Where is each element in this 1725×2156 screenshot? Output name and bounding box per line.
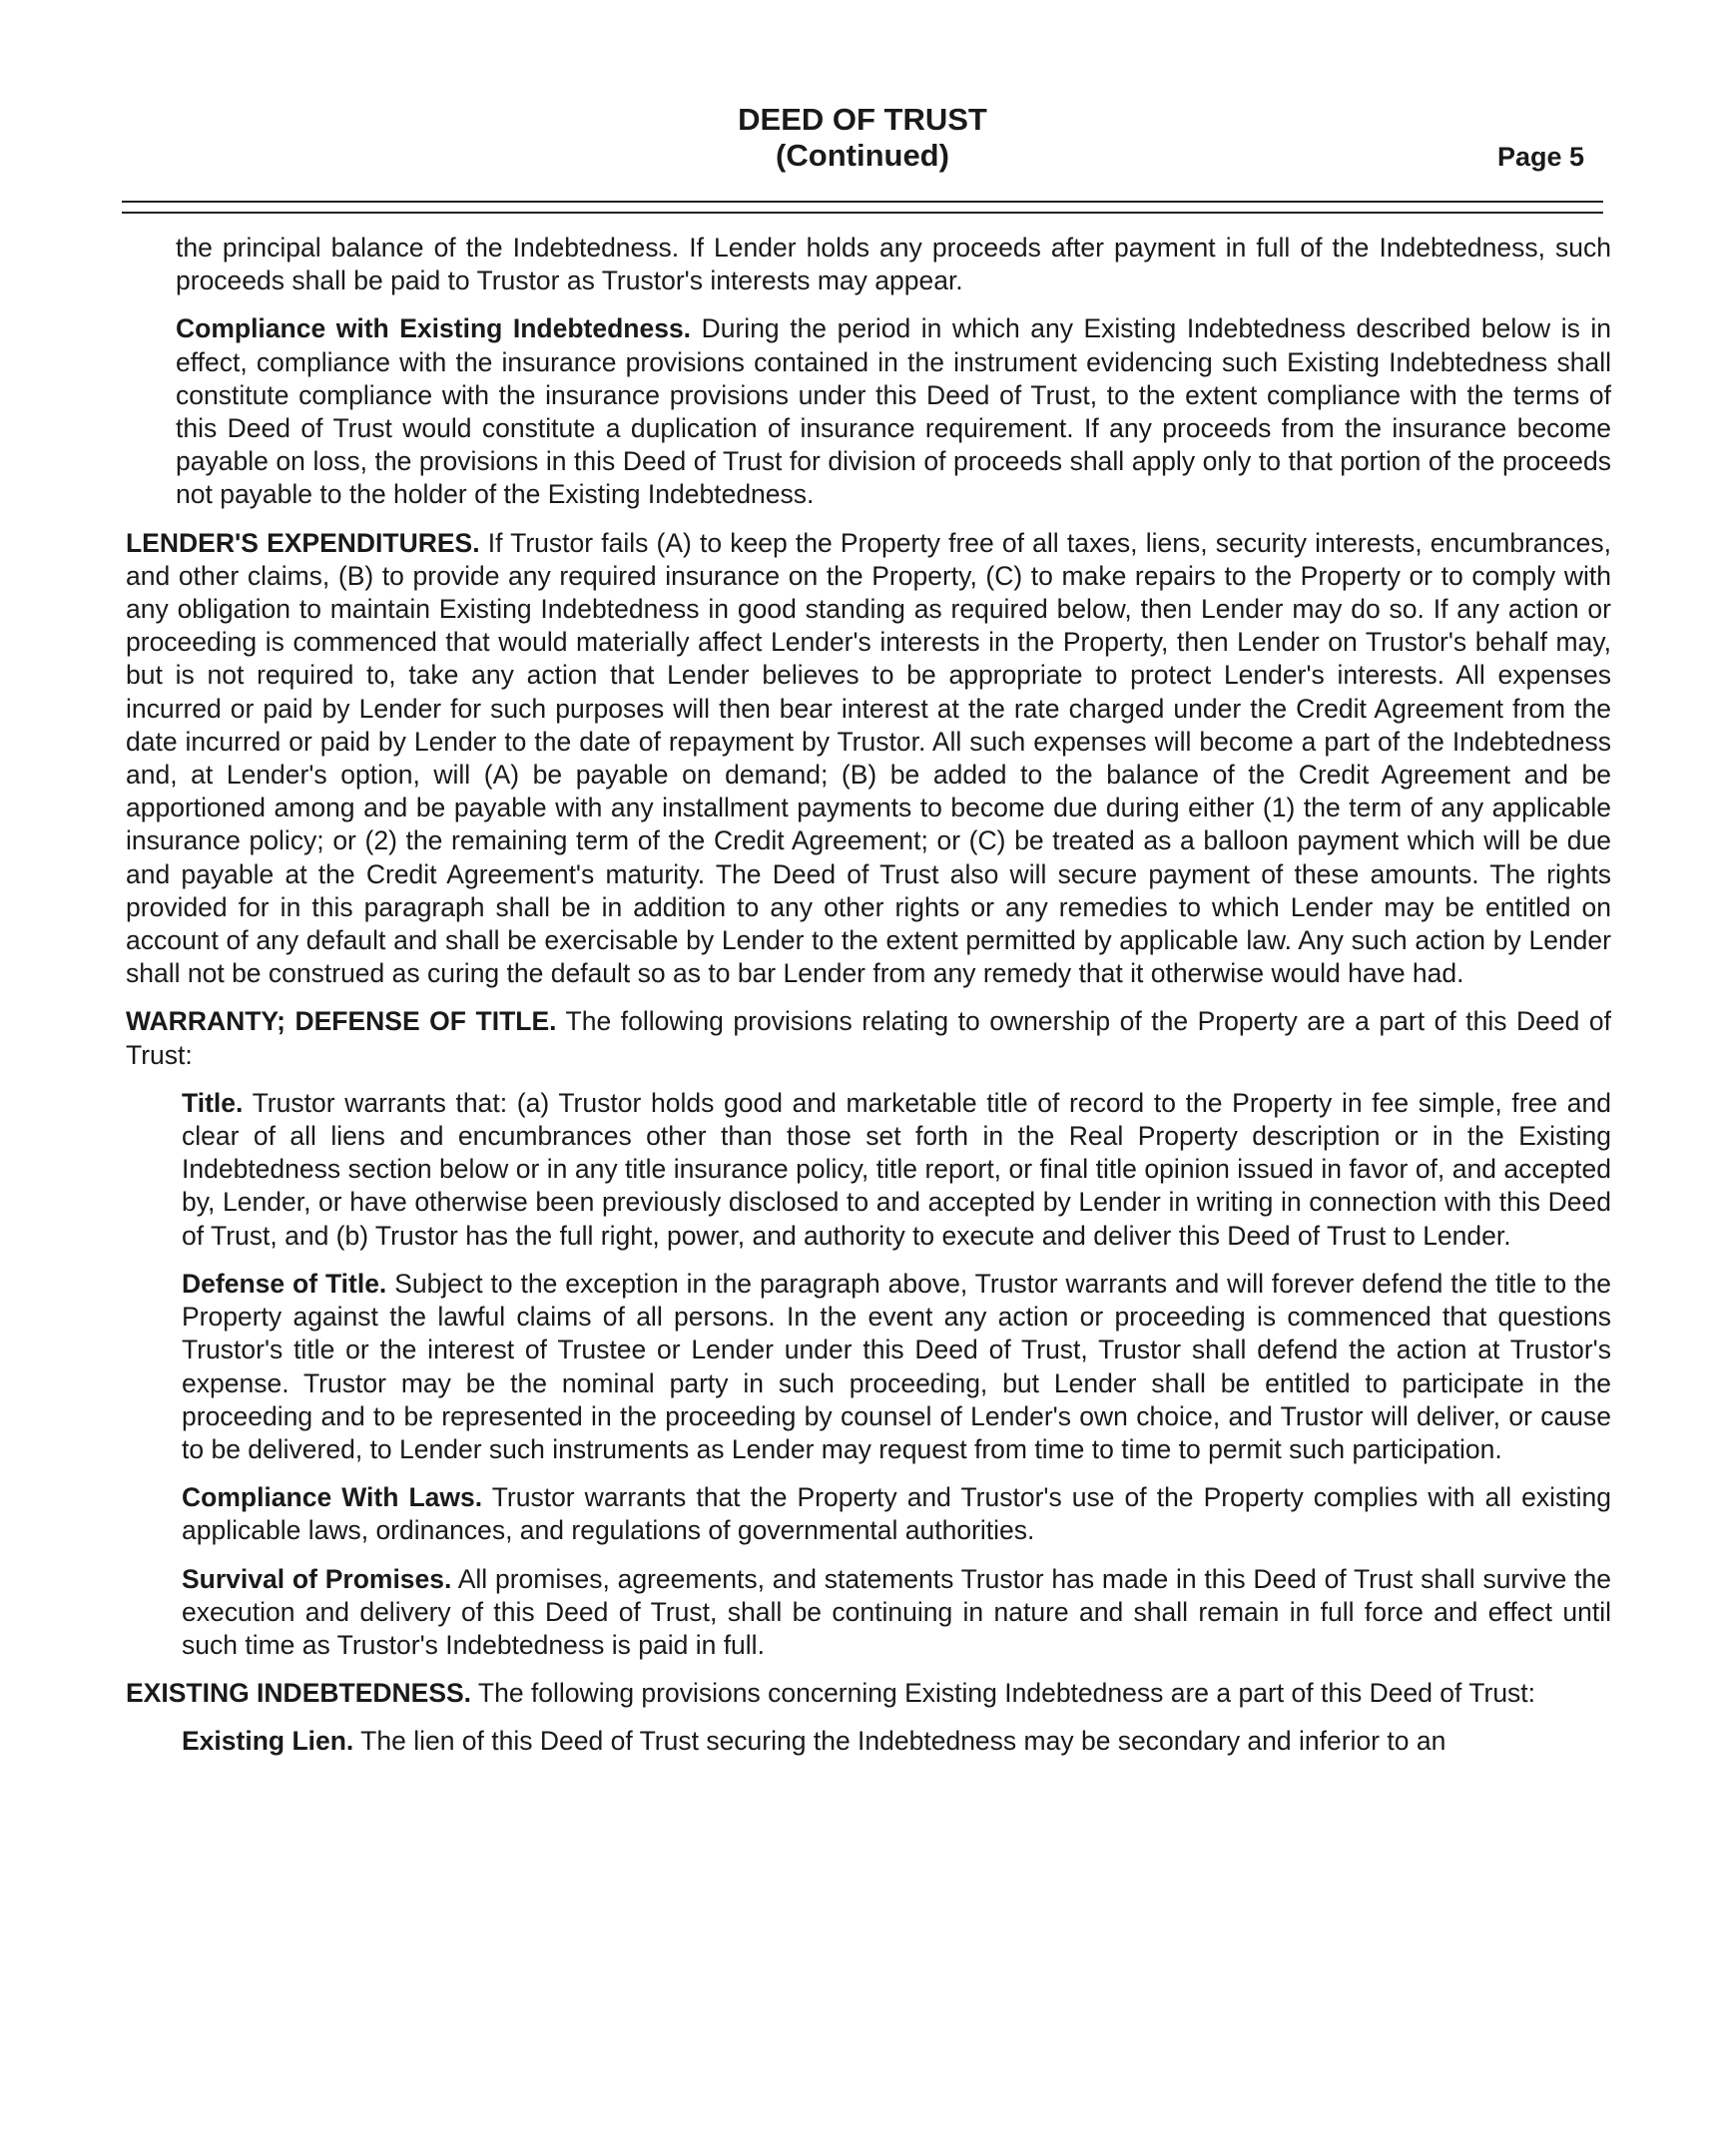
defense-of-title-paragraph <box>182 1268 1611 1466</box>
paragraph-text: If Trustor fails (A) to keep the Property free of all taxes, liens, security interests, encumbrances, and other claims, (B) to provide any required insurance on the Property, (C) to make repairs to the Property or to comply with any obligation to maintain Existing Indebtedness in good standing as required below, then Lender may do so. If any action or proceeding is commenced that would materially affect Lender's interests in the Property, then Lender on Trustor's behalf may, but is not required to, take any action that Lender believes to be appropriate to protect Lender's interests. All expenses incurred or paid by Lender for such purposes will then bear interest at the rate charged under the Credit Agreement from the date incurred or paid by Lender to the date of repayment by Trustor. All such expenses will become a part of the Indebtedness and, at Lender's option, will (A) be payable on demand; (B) be added to the balance of the Credit Agreement and be apportioned among and be payable with any installment payments to become due during either (1) the term of any applicable insurance policy; or (2) the remaining term of the Credit Agreement; or (C) be treated as a balloon payment which will be due and payable at the Credit Agreement's maturity. The Deed of Trust also will secure payment of these amounts. The rights provided for in this paragraph shall be in addition to any other rights or any remedies to which Lender may be entitled on account of any default and shall be exercisable by Lender to the extent permitted by applicable law. Any such action by Lender shall not be construed as curing the default so as to bar Lender from any remedy that it otherwise would have had. <box>126 527 1611 989</box>
compliance-laws-paragraph <box>182 1481 1611 1547</box>
paragraph-heading: Compliance With Laws. <box>182 1482 483 1513</box>
header-rule-bottom <box>122 212 1603 214</box>
document-subtitle: (Continued) <box>776 138 949 173</box>
paragraph-heading: Survival of Promises. <box>182 1563 452 1594</box>
paragraph-heading: Existing Lien. <box>182 1726 354 1757</box>
paragraph-heading: Compliance with Existing Indebtedness. <box>176 313 692 344</box>
title-paragraph <box>182 1087 1611 1253</box>
paragraph-heading: EXISTING INDEBTEDNESS. <box>126 1678 472 1709</box>
paragraph-text: the principal balance of the Indebtedness. If Lender holds any proceeds after payment in full of the Indebtedness, such proceeds shall be paid to Trustor as Trustor's interests may appear. <box>176 233 1611 296</box>
paragraph-text: The lien of this Deed of Trust securing the Indebtedness may be secondary and inferior to an <box>360 1726 1446 1757</box>
existing-indebtedness-paragraph <box>126 1677 1611 1710</box>
header-rule-top <box>122 201 1603 203</box>
paragraph-text: Subject to the exception in the paragraph above, Trustor warrants and will forever defend the title to the Property against the lawful claims of all persons. In the event any action or proceeding is commenced that questions Trustor's title or the interest of Trustee or Lender under this Deed of Trust, Trustor shall defend the action at Trustor's expense. Trustor may be the nominal party in such proceeding, but Lender shall be entitled to participate in the proceeding and to be represented in the proceeding by counsel of Lender's own choice, and Trustor will deliver, or cause to be delivered, to Lender such instruments as Lender may request from time to time to permit such participation. <box>182 1268 1611 1464</box>
survival-paragraph <box>182 1563 1611 1663</box>
paragraph-text: The following provisions relating to ownership of the Property are a part of this Deed of Trust: <box>126 1006 1611 1070</box>
paragraph-text: Trustor warrants that: (a) Trustor holds good and marketable title of record to the Property in fee simple, free and clear of all liens and encumbrances other than those set forth in the Real Property description or in the Existing Indebtedness section below or in any title insurance policy, title report, or final title opinion issued in favor of, and accepted by, Lender, or have otherwise been previously disclosed to and accepted by Lender in writing in connection with this Deed of Trust, and (b) Trustor has the full right, power, and authority to execute and deliver this Deed of Trust to Lender. <box>182 1087 1611 1251</box>
paragraph-text: During the period in which any Existing Indebtedness described below is in effect, compliance with the insurance provisions contained in the instrument evidencing such Existing Indebtedness shall constitute compliance with the insurance provisions under this Deed of Trust, to the extent compliance with the terms of this Deed of Trust would constitute a duplication of insurance requirement. If any proceeds from the insurance become payable on loss, the provisions in this Deed of Trust for division of proceeds shall apply only to that portion of the proceeds not payable to the holder of the Existing Indebtedness. <box>176 313 1612 510</box>
paragraph-heading: LENDER'S EXPENDITURES. <box>126 527 480 558</box>
paragraph-heading: Defense of Title. <box>182 1268 387 1299</box>
document-title: DEED OF TRUST <box>738 102 987 137</box>
warranty-paragraph <box>126 1005 1611 1071</box>
page-number: Page 5 <box>1497 142 1585 172</box>
paragraph-heading: WARRANTY; DEFENSE OF TITLE. <box>126 1006 557 1037</box>
continuation-paragraph <box>176 232 1611 297</box>
paragraph-text: Trustor warrants that the Property and Trustor's use of the Property complies with all existing applicable laws, ordinances, and regulations of governmental authorities. <box>182 1482 1612 1546</box>
document-body <box>126 232 1611 1774</box>
paragraph-heading: Title. <box>182 1087 244 1118</box>
compliance-existing-paragraph <box>176 312 1611 511</box>
existing-lien-paragraph <box>182 1725 1611 1758</box>
lenders-expenditures-paragraph <box>126 527 1611 991</box>
paragraph-text: The following provisions concerning Existing Indebtedness are a part of this Deed of Trust: <box>477 1678 1536 1709</box>
paragraph-text: All promises, agreements, and statements Trustor has made in this Deed of Trust shall survive the execution and delivery of this Deed of Trust, shall be continuing in nature and shall remain in full force and effect until such time as Trustor's Indebtedness is paid in full. <box>182 1563 1612 1660</box>
